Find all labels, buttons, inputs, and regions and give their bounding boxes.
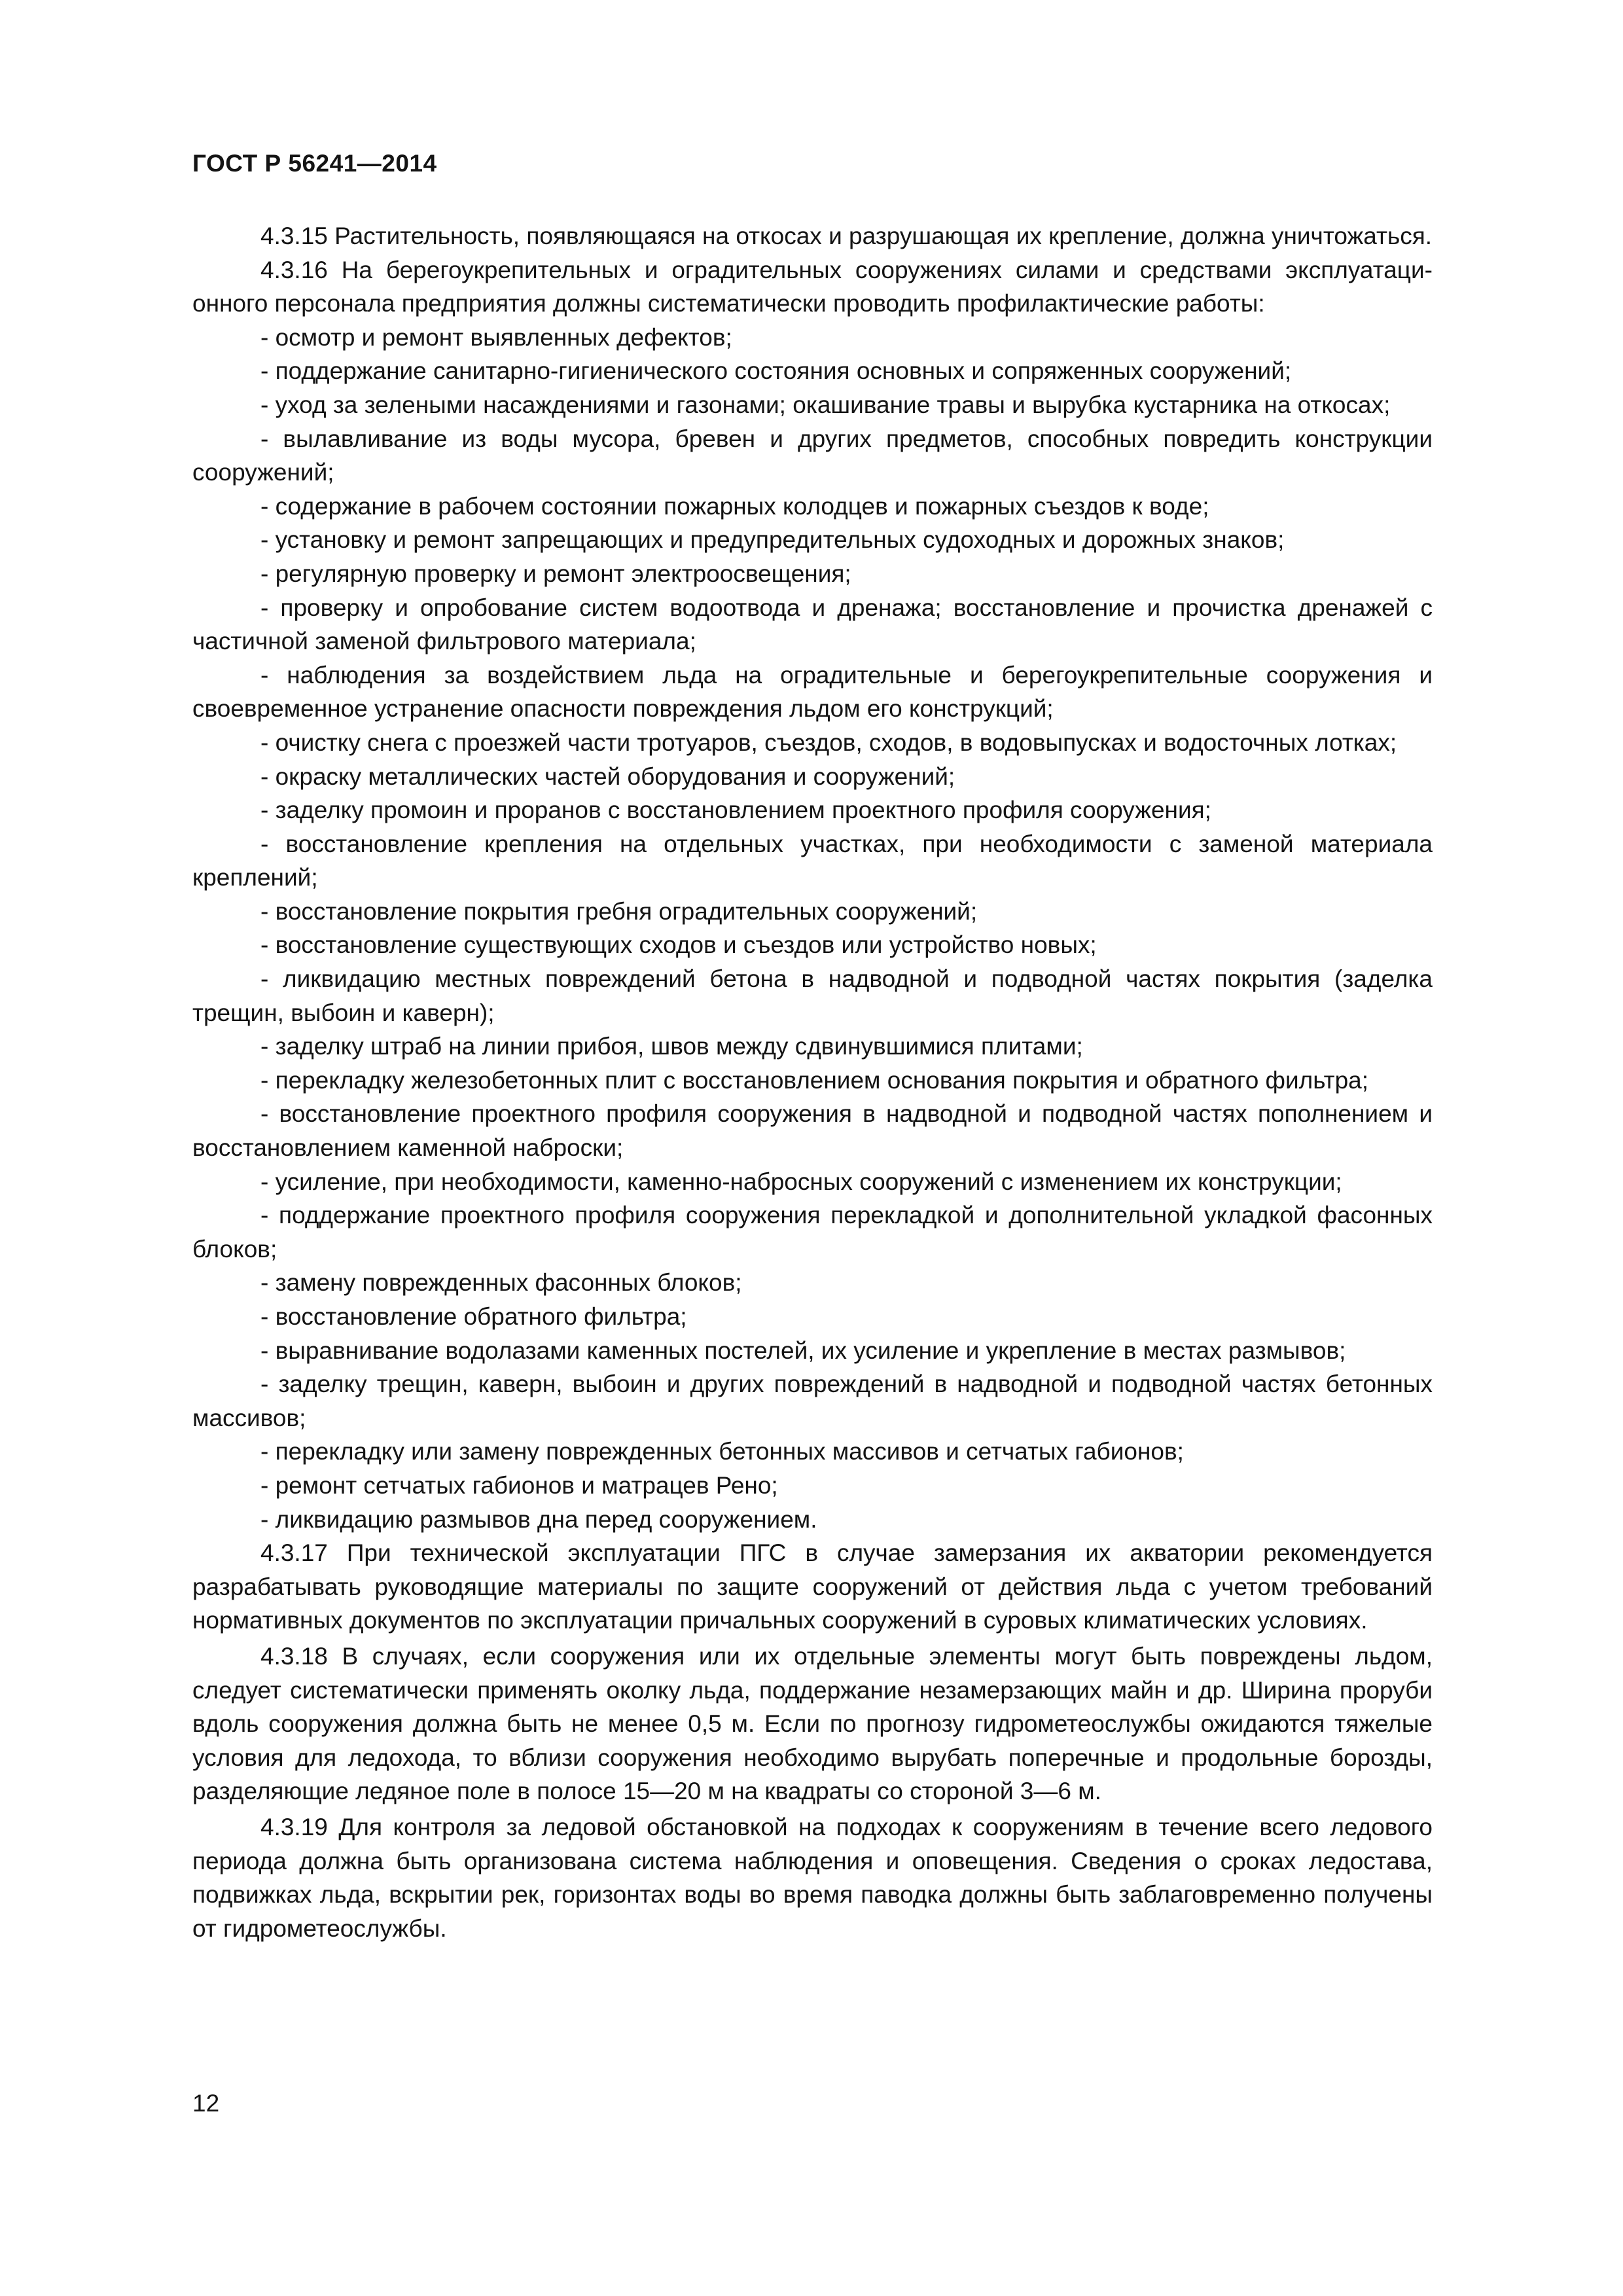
clause-4-3-18: 4.3.18 В случаях, если сооружения или их отдельные элементы могут быть повреждены льдом, следует систематически применять околку льда, поддержание незамерзающих майн и др. Ширина проруби вдоль сооружения должна быть не менее 0,5 м. Если по прогнозу гидрометеослужбы ожидаются тяжелые условия для ледохода, то вблизи сооружения необходимо вырубать поперечные и продольные борозды, разделяющие ледяное поле в полосе 15—20 м на квадраты со стороной 3—6 м. (192, 1642, 1433, 1805)
list-item: - регулярную проверку и ремонт электроосвещения; (260, 560, 851, 587)
list-item: - восстановление проектного профиля сооружения в надводной и подводной частях пополнением и восстановлением каменной наброски; (192, 1100, 1433, 1162)
list-item: - наблюдения за воздействием льда на оградительные и берегоукрепительные сооружения и своевременное устранение опасности повреждения льдом его конструкций; (192, 661, 1433, 723)
list-item: - ремонт сетчатых габионов и матрацев Рено; (260, 1471, 778, 1499)
list-item: - осмотр и ремонт выявленных дефектов; (260, 323, 732, 351)
list-item: - замену поврежденных фасонных блоков; (260, 1269, 742, 1297)
list-item: - вылавливание из воды мусора, бревен и других предметов, способных повредить конструкции сооружений; (192, 425, 1433, 486)
clause-4-3-19: 4.3.19 Для контроля за ледовой обстановкой на подходах к сооружениям в течение всего ледового периода должна быть организована система наблюдения и оповещения. Сведения о сроках ледостава, подвижках льда, вскрытии рек, горизонтах воды во время паводка должны быть заблаговременно получены от гидрометеослужбы. (192, 1813, 1433, 1942)
list-item: - поддержание проектного профиля сооружения перекладкой и дополнительной укладкой фасонных блоков; (192, 1202, 1433, 1263)
list-item: - заделку штраб на линии прибоя, швов между сдвинувшимися плитами; (260, 1033, 1083, 1060)
list-item: - ликвидацию местных повреждений бетона в надводной и подводной частях покрытия (заделка трещин, выбоин и каверн); (192, 965, 1433, 1026)
document-header-code: ГОСТ Р 56241—2014 (192, 150, 437, 177)
clause-4-3-17: 4.3.17 При технической эксплуатации ПГС в случае замерзания их акватории рекомендуется разрабатывать руководящие материалы по защите сооружений от действия льда с учетом требований нормативных документов по эксплуатации причальных сооружений в суровых климатических условиях. (192, 1539, 1433, 1634)
document-body (192, 219, 1433, 1945)
list-item: - перекладку железобетонных плит с восстановлением основания покрытия и обратного фильтра; (260, 1066, 1369, 1094)
list-item: - очистку снега с проезжей части тротуаров, съездов, сходов, в водовыпусках и водосточных лотках; (260, 728, 1397, 756)
list-item: - усиление, при необходимости, каменно-набросных сооружений с изменением их конструкции; (260, 1168, 1342, 1195)
list-item: - восстановление существующих сходов и съездов или устройство новых; (260, 931, 1097, 959)
list-item: - уход за зелеными насаждениями и газонами; окашивание травы и вырубка кустарника на откосах; (260, 391, 1391, 418)
list-item: - восстановление покрытия гребня оградительных сооружений; (260, 897, 978, 925)
list-item: - восстановление крепления на отдельных участках, при необходимости с заменой материала креплений; (192, 830, 1433, 891)
list-item: - содержание в рабочем состоянии пожарных колодцев и пожарных съездов к воде; (260, 492, 1209, 520)
list-item: - ликвидацию размывов дна перед сооружением. (260, 1505, 817, 1533)
list-item: - перекладку или замену поврежденных бетонных массивов и сетчатых габионов; (260, 1438, 1184, 1465)
clause-4-3-16: 4.3.16 На берегоукрепительных и оградительных сооружениях силами и средствами эксплуатационного персонала предприятия должны систематически проводить профилактические работы: (192, 256, 1433, 317)
list-item: - заделку промоин и проранов с восстановлением проектного профиля сооружения; (260, 797, 1211, 824)
list-item: - проверку и опробование систем водоотвода и дренажа; восстановление и прочистка дренажей с частичной заменой фильтрового материала; (192, 594, 1433, 655)
clause-4-3-15: 4.3.15 Растительность, появляющаяся на откосах и разрушающая их крепление, должна уничтожаться. (260, 223, 1433, 249)
list-item: - восстановление обратного фильтра; (260, 1303, 687, 1330)
list-item: - окраску металлических частей оборудования и сооружений; (260, 762, 955, 790)
list-item: - поддержание санитарно-гигиенического состояния основных и сопряженных сооружений; (260, 357, 1292, 385)
page-number: 12 (192, 2090, 220, 2117)
list-item: - заделку трещин, каверн, выбоин и других повреждений в надводной и подводной частях бетонных массивов; (192, 1371, 1433, 1431)
list-item: - выравнивание водолазами каменных постелей, их усиление и укрепление в местах размывов; (260, 1336, 1346, 1364)
list-item: - установку и ремонт запрещающих и предупредительных судоходных и дорожных знаков; (260, 526, 1285, 554)
